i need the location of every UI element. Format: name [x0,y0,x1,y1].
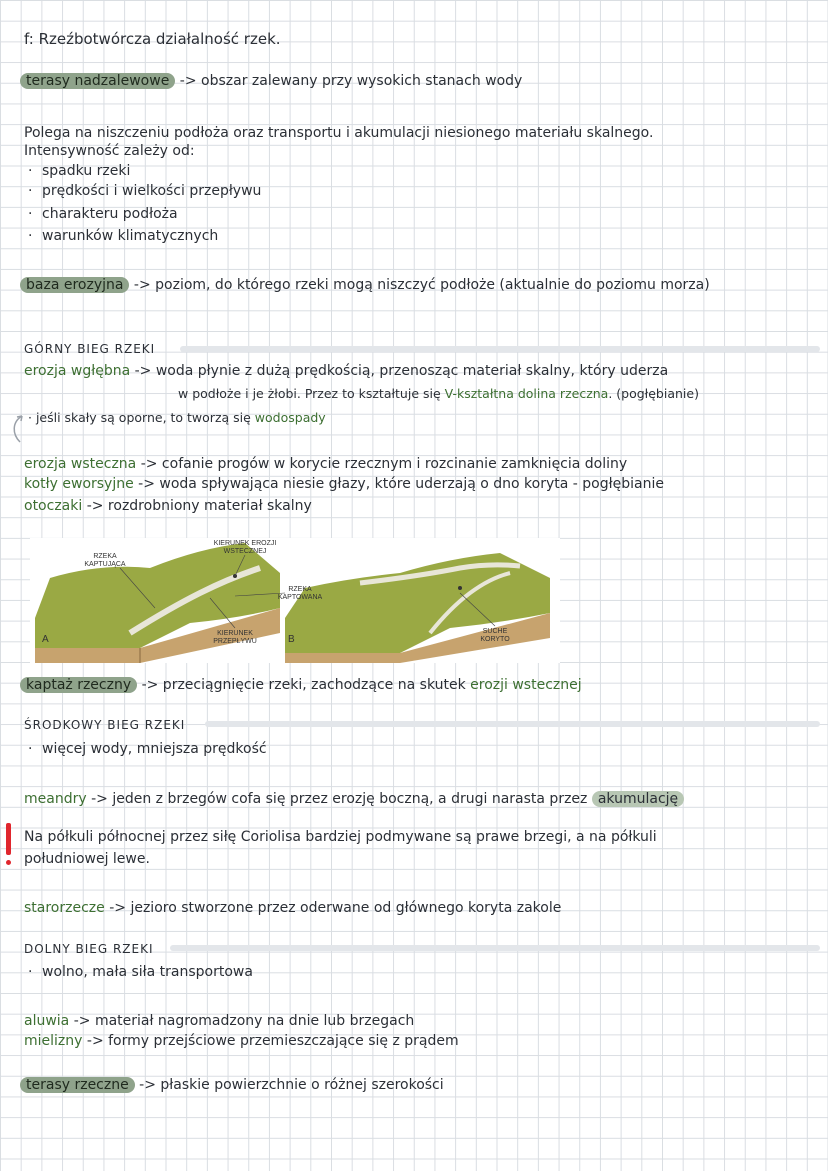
label-rzeka-kaptowana-2: KAPTOWANA [277,594,323,601]
definition: -> formy przejściowe przemieszczające się z prądem [86,1033,459,1049]
erozja-wglebna-line2 [178,385,699,403]
river-capture-diagram [30,538,560,663]
term-highlight: kaptaż rzeczny [20,677,137,693]
list-item: · charakteru podłoża [28,206,178,222]
otoczaki-line [24,497,312,515]
term: erozja wgłębna [24,363,131,379]
coriolis-line2: południowej lewe. [24,851,150,867]
intensywnosc-line: Intensywność zależy od: [24,143,195,159]
label-kierunek-erozji: KIERUNEK EROZJI [213,540,277,547]
coriolis-line: Na półkuli północnej przez siłę Coriolisa bardziej podmywane są prawe brzegi, a na półkuli [24,829,657,845]
green-text: wodospady [254,410,326,425]
term: otoczaki [24,498,83,514]
important-mark-icon [6,823,11,855]
label-rzeka-kaptujaca: RZEKA [93,553,117,560]
starorzecze-line [24,899,561,917]
definition: -> jeden z brzegów cofa się przez erozję boczną, a drugi narasta przez [91,791,592,807]
definition: -> materiał nagromadzony na dnie lub brzegach [73,1013,415,1029]
term-highlight: terasy rzeczne [20,1077,135,1093]
definition: -> poziom, do którego rzeki mogą niszczyć podłoże (aktualnie do poziomu morza) [133,277,710,293]
definition: -> obszar zalewany przy wysokich stanach wody [179,73,523,89]
term: meandry [24,791,87,807]
label-kierunek-przeplywu-2: PRZEPŁYWU [213,638,257,645]
divider [180,346,820,352]
terasy-nadzalewowe-line [20,72,522,90]
definition: -> woda spływająca niesie głazy, które uderzają o dno koryta - pogłębianie [138,476,664,492]
definition: -> przeciągnięcie rzeki, zachodzące na skutek [141,677,471,693]
gorny-heading: GÓRNY BIEG RZEKI [24,342,156,356]
definition: -> płaskie powierzchnie o różnej szerokości [139,1077,444,1093]
term: starorzecze [24,900,105,916]
meandry-line [24,790,684,808]
term: kotły eworsyjne [24,476,134,492]
definition: -> jezioro stworzone przez oderwane od głównego koryta zakole [109,900,562,916]
polega-line: Polega na niszczeniu podłoża oraz transportu i akumulacji niesionego materiału skalnego. [24,125,654,141]
list-item-text: wolno, mała siła transportowa [42,964,253,980]
aluwia-line [24,1012,414,1030]
kaptaz-line [20,676,582,694]
term-highlight: akumulację [592,791,684,807]
term: aluwia [24,1013,70,1029]
green-text: V-kształtna dolina rzeczna [444,386,609,401]
erozja-wsteczna-line [24,455,627,473]
term: mielizny [24,1033,83,1049]
term-highlight: terasy nadzalewowe [20,73,175,89]
label-suche-koryto: SUCHE [482,628,508,635]
definition: . (pogłębianie) [608,386,699,401]
definition: -> cofanie progów w korycie rzecznym i rozcinanie zamknięcia doliny [140,456,628,472]
list-item-text: spadku rzeki [42,163,131,179]
baza-erozyjna-line [20,276,710,294]
erozja-wglebna-line [24,362,668,380]
label-kierunek-przeplywu: KIERUNEK [217,630,253,637]
definition: w podłoże i je żłobi. Przez to kształtuje się [178,386,445,401]
list-item: · warunków klimatycznych [28,228,219,244]
important-dot-icon [6,860,11,865]
label-kierunek-erozji-2: WSTECZNEJ [223,548,267,555]
definition: -> woda płynie z dużą prędkością, przenosząc materiał skalny, który uderza [134,363,669,379]
term: erozja wsteczna [24,456,137,472]
list-item: · więcej wody, mniejsza prędkość [28,741,267,757]
list-item-text: prędkości i wielkości przepływu [42,183,262,199]
label-suche-koryto-2: KORYTO [480,636,510,643]
page-title: f: Rzeźbotwórcza działalność rzek. [24,30,281,48]
list-item: · wolno, mała siła transportowa [28,964,253,980]
list-item-text: więcej wody, mniejsza prędkość [42,741,267,757]
list-item: · prędkości i wielkości przepływu [28,183,262,199]
curved-arrow-icon [8,414,28,444]
list-item: · spadku rzeki [28,163,131,179]
dolny-heading: DOLNY BIEG RZEKI [24,942,154,956]
divider [170,945,820,951]
mielizny-line [24,1032,459,1050]
label-rzeka-kaptowana: RZEKA [288,586,312,593]
definition: -> rozdrobniony materiał skalny [86,498,312,514]
text: · jeśli skały są oporne, to tworzą się [28,410,255,425]
kotly-line [24,475,664,493]
term-highlight: baza erozyjna [20,277,129,293]
divider [205,721,820,727]
green-text: erozji wstecznej [470,677,582,693]
list-item-text: charakteru podłoża [42,206,178,222]
label-rzeka-kaptujaca-2: KAPTUJĄCA [84,561,126,568]
list-item-text: warunków klimatycznych [42,228,219,244]
srodkowy-heading: ŚRODKOWY BIEG RZEKI [24,718,186,732]
terasy-rzeczne-line [20,1076,444,1094]
jesli-line [28,409,326,427]
label-b: B [288,634,295,645]
label-a: A [42,634,49,645]
